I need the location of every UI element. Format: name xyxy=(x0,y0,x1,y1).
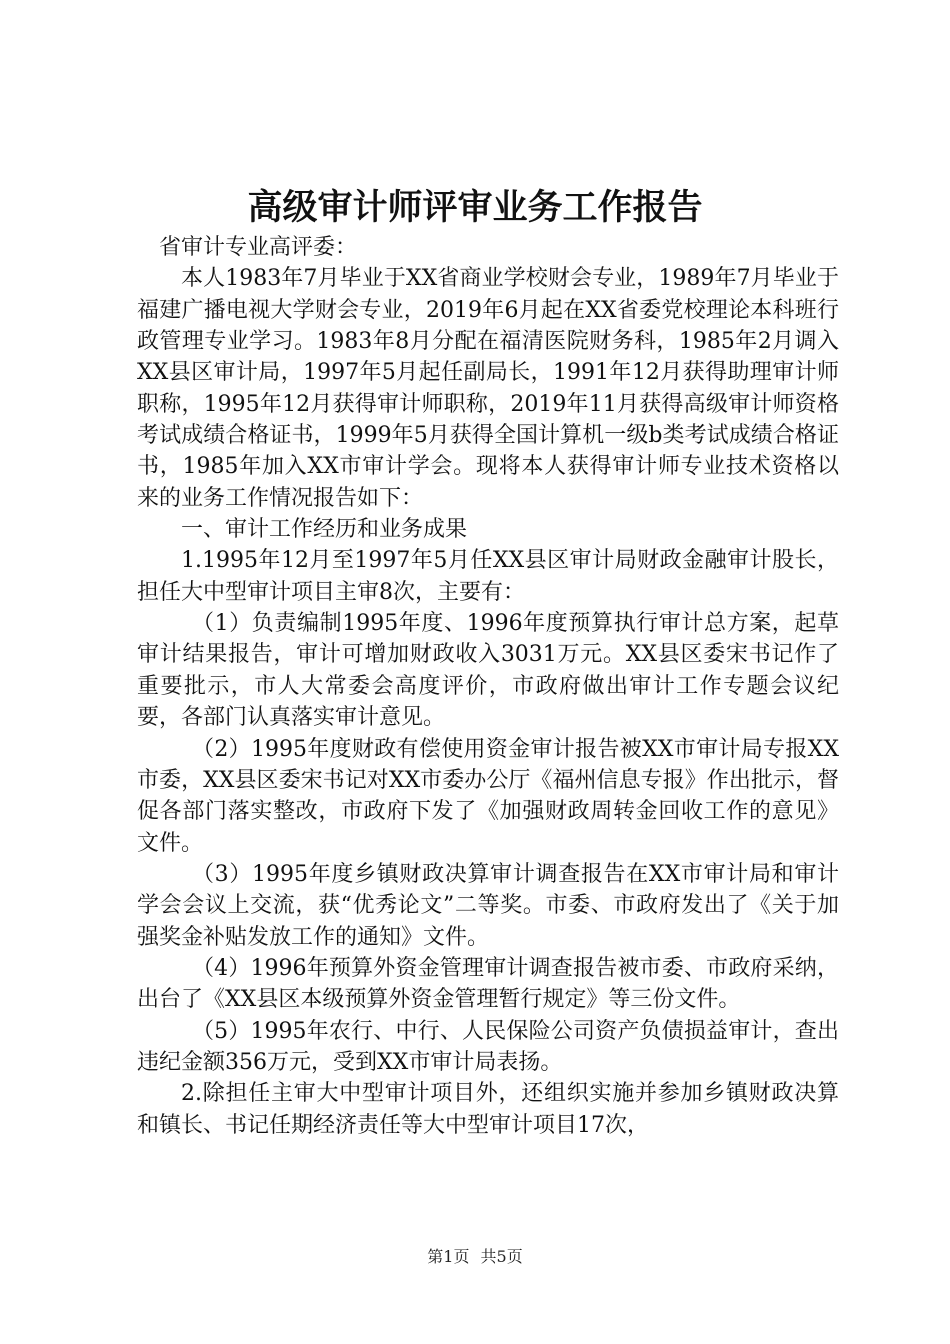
list-item-paragraph: （3）1995年度乡镇财政决算审计调查报告在XX市审计局和审计学会会议上交流，获“优秀论文”二等奖。市委、市政府发出了《关于加强奖金补贴发放工作的通知》文件。 xyxy=(137,861,839,950)
body-paragraph: 1.1995年12月至1997年5月任XX县区审计局财政金融审计股长，担任大中型审计项目主审8次，主要有： xyxy=(137,548,839,605)
list-item-paragraph: （1）负责编制1995年度、1996年度预算执行审计总方案，起草审计结果报告，审计可增加财政收入3031万元。XX县区委宋书记作了重要批示，市人大常委会高度评价，市政府做出审计工作专题会议纪要，各部门认真落实审计意见。 xyxy=(137,611,839,731)
page-number-current: 第1页 xyxy=(427,1247,470,1266)
salutation-paragraph: 省审计专业高评委： xyxy=(159,235,358,260)
page-number-total: 共5页 xyxy=(480,1247,523,1266)
document-title: 高级审计师评审业务工作报告 xyxy=(247,187,703,228)
body-paragraph: 2.除担任主审大中型审计项目外，还组织实施并参加乡镇财政决算和镇长、书记任期经济责任等大中型审计项目17次， xyxy=(137,1081,839,1138)
page-footer xyxy=(0,1245,950,1269)
list-item-paragraph: （2）1995年度财政有偿使用资金审计报告被XX市审计局专报XX市委，XX县区委宋书记对XX市委办公厅《福州信息专报》作出批示，督促各部门落实整改，市政府下发了《加强财政周转金回收工作的意见》文件。 xyxy=(137,736,839,856)
intro-paragraph: 本人1983年7月毕业于XX省商业学校财会专业，1989年7月毕业于福建广播电视大学财会专业，2019年6月起在XX省委党校理论本科班行政管理专业学习。1983年8月分配在福清医院财务科，1985年2月调入XX县区审计局，1997年5月起任副局长，1991年12月获得助理审计师职称，1995年12月获得审计师职称，2019年11月获得高级审计师资格考试成绩合格证书，1999年5月获得全国计算机一级b类考试成绩合格证书，1985年加入XX市审计学会。现将本人获得审计师专业技术资格以来的业务工作情况报告如下： xyxy=(137,266,839,511)
list-item-paragraph: （5）1995年农行、中行、人民保险公司资产负债损益审计，查出违纪金额356万元，受到XX市审计局表扬。 xyxy=(137,1018,839,1075)
document-body xyxy=(137,232,839,1141)
list-item-paragraph: （4）1996年预算外资金管理审计调查报告被市委、市政府采纳，出台了《XX县区本级预算外资金管理暂行规定》等三份文件。 xyxy=(137,955,839,1013)
section-heading: 一、审计工作经历和业务成果 xyxy=(181,517,468,543)
